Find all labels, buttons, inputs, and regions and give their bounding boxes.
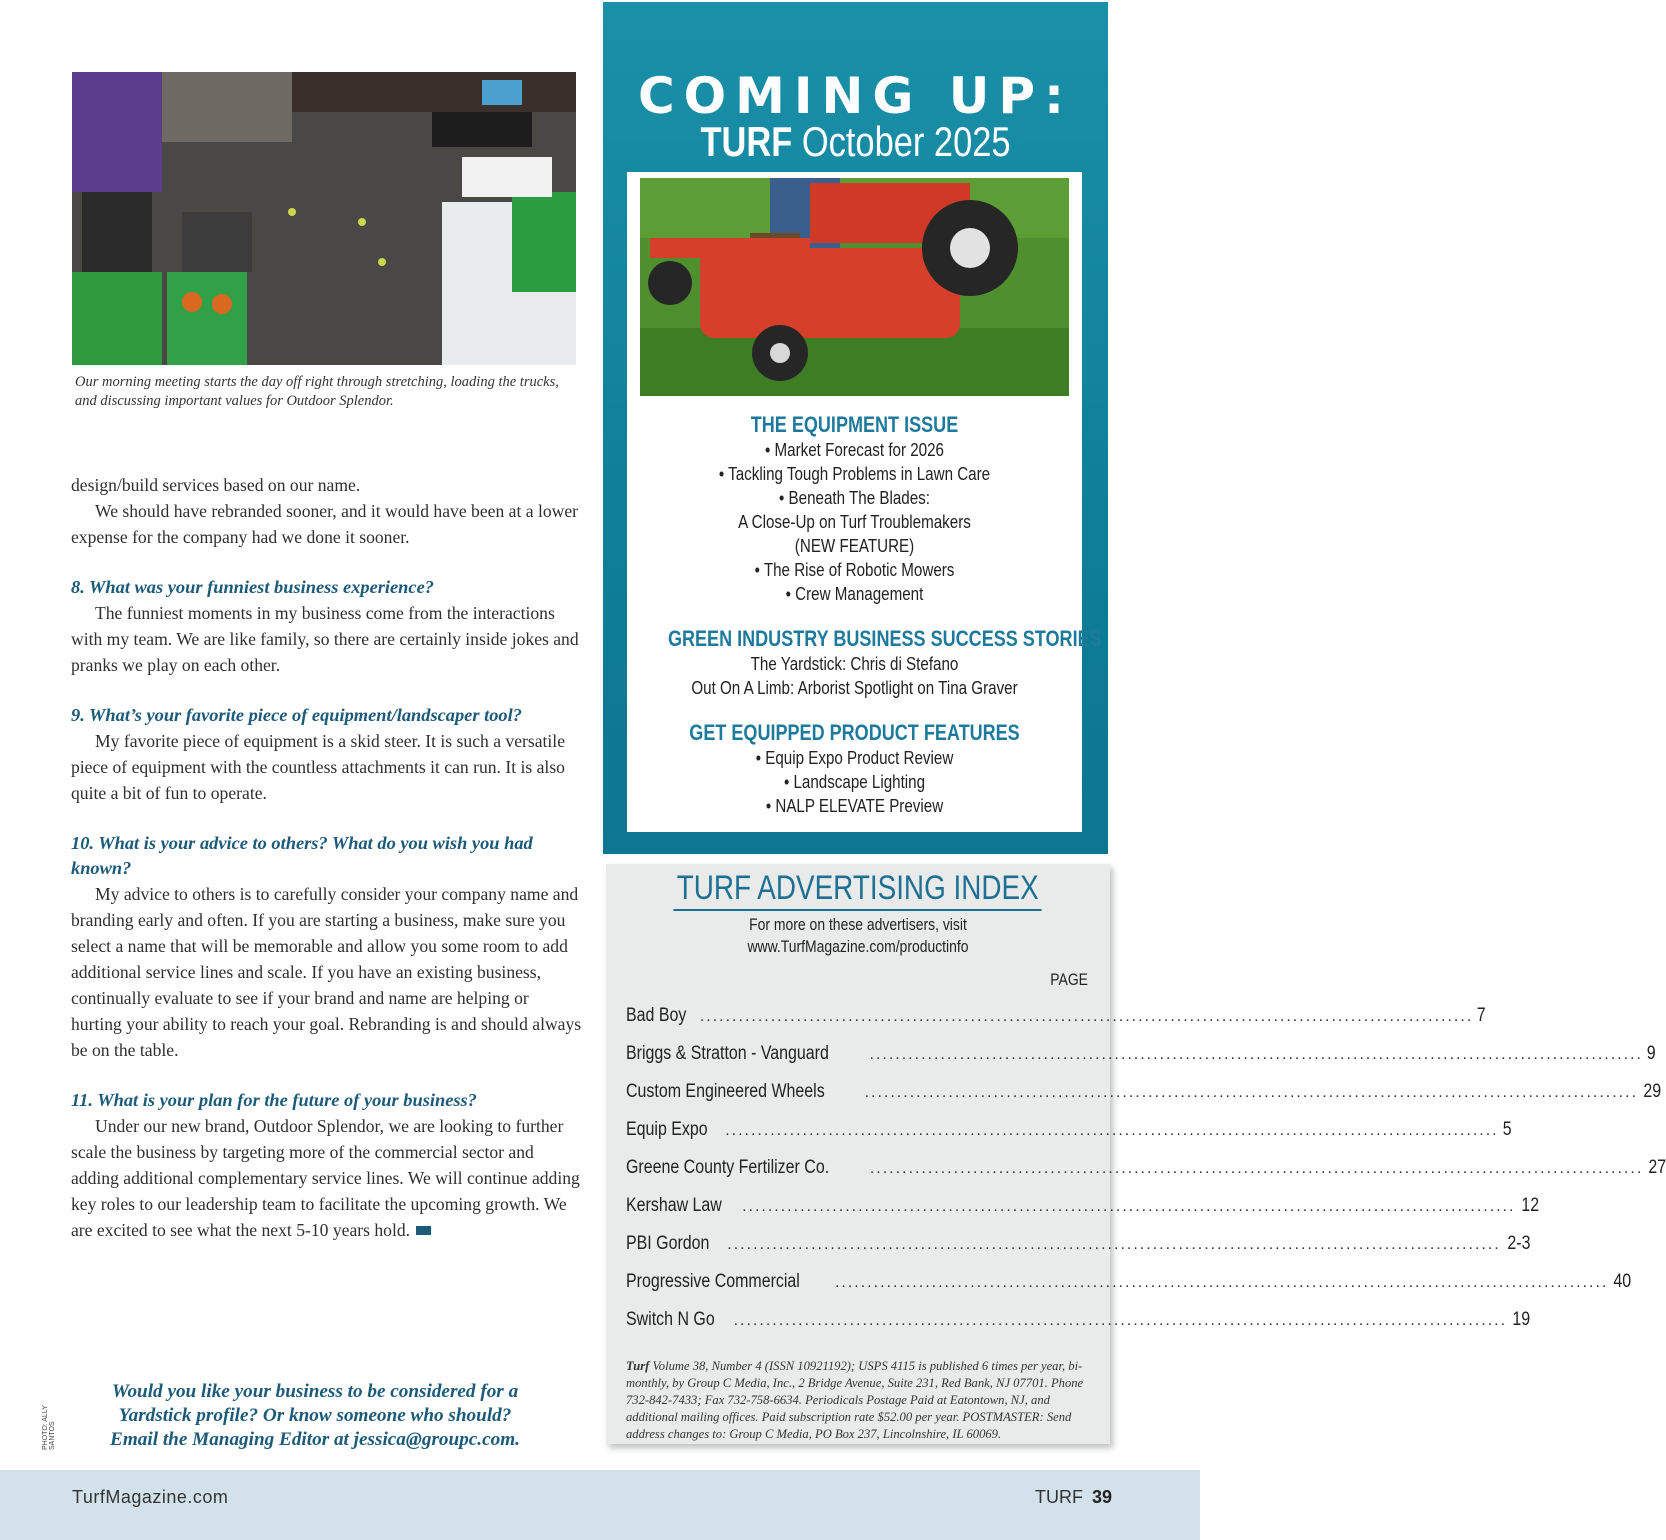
photo-caption: Our morning meeting starts the day off right through stretching, loading the trucks, and discussing important values for Outdoor Splendor.	[75, 374, 559, 409]
leader-dots: ........................................................................................................................	[699, 1008, 1474, 1025]
advertiser-page: 29	[1643, 1081, 1662, 1102]
publication-brand: Turf	[626, 1359, 650, 1373]
advertiser-page: 7	[1476, 1005, 1486, 1026]
section-line: • The Rise of Robotic Mowers	[754, 559, 955, 580]
page-column-header: PAGE	[1050, 970, 1088, 989]
leader-dots: ........................................................................................................................	[742, 1198, 1516, 1215]
photo-credit: PHOTO: ALLY SANTOS	[42, 1405, 56, 1450]
leader-dots: ........................................................................................................................	[869, 1160, 1644, 1177]
upcoming-sections	[627, 412, 1102, 818]
section-line: • Market Forecast for 2026	[764, 439, 944, 460]
answer-11-text: Under our new brand, Outdoor Splendor, we are looking to further scale the business by targeting more of the commercial sector and adding additional complementary service lines. We will continue adding key roles to our leadership team to facilitate the upcoming growth. We are excited to see what the next 5-10 years hold.	[71, 1116, 580, 1240]
footer-page-number: 39	[1092, 1487, 1113, 1507]
section-line: • Crew Management	[785, 583, 924, 604]
article-intro-p2: We should have rebranded sooner, and it would have been at a lower expense for the company had we done it sooner.	[71, 501, 579, 547]
cta-line-2: Yardstick profile? Or know someone who should?	[118, 1405, 512, 1426]
section-line: • Beneath The Blades:	[779, 487, 930, 508]
section-title: THE EQUIPMENT ISSUE	[750, 412, 959, 437]
section-title: GREEN INDUSTRY BUSINESS SUCCESS STORIES	[667, 626, 1102, 651]
section-equipment-issue	[627, 412, 1082, 606]
advertiser-name: Custom Engineered Wheels	[626, 1081, 825, 1102]
advertiser-name: Briggs & Stratton - Vanguard	[626, 1043, 829, 1064]
advertiser-name: Progressive Commercial	[626, 1271, 800, 1292]
page-footer	[0, 1470, 1200, 1540]
question-9: 9. What’s your favorite piece of equipment/landscaper tool?	[71, 705, 522, 725]
index-title	[606, 868, 1110, 911]
section-line: • Landscape Lighting	[783, 771, 926, 792]
article-intro: design/build services based on our name.	[71, 475, 361, 495]
index-note-line-1: For more on these advertisers, visit	[749, 915, 967, 934]
cta-line-3: Email the Managing Editor at jessica@groupc.com.	[110, 1429, 520, 1450]
advertiser-row	[626, 1119, 1512, 1157]
advertiser-page: 9	[1646, 1043, 1656, 1064]
advertiser-page: 2-3	[1507, 1233, 1531, 1254]
leader-dots: ........................................................................................................................	[869, 1046, 1643, 1063]
advertiser-name: Kershaw Law	[626, 1195, 722, 1216]
cta-line-1: Would you like your business to be considered for a	[111, 1381, 519, 1402]
advertiser-name: Equip Expo	[626, 1119, 708, 1140]
advertiser-row	[626, 1195, 1539, 1233]
advertiser-row	[626, 1157, 1666, 1195]
section-success-stories	[627, 626, 1102, 700]
section-line: The Yardstick: Chris di Stefano	[750, 653, 959, 674]
crew-yard-photo	[72, 72, 576, 365]
answer-11	[71, 1113, 583, 1243]
footer-magazine-name: TURF	[1035, 1487, 1083, 1507]
leader-dots: ........................................................................................................................	[834, 1274, 1609, 1291]
advertiser-page: 12	[1520, 1195, 1539, 1216]
coming-up-issue	[648, 118, 1062, 166]
advertiser-page: 40	[1613, 1271, 1632, 1292]
index-note-url: www.TurfMagazine.com/productinfo	[747, 937, 969, 956]
section-title: GET EQUIPPED PRODUCT FEATURES	[689, 720, 1020, 745]
section-line: • Equip Expo Product Review	[755, 747, 954, 768]
answer-10: My advice to others is to carefully consider your company name and branding early and often. If you are starting a business, make sure you select a name that will be memorable and allow you some room to add additional service lines and scale. If you have an existing business, continually evaluate to see if your brand and name are helping or hurting your ability to reach your goal. Rebranding is and should always be on the table.	[71, 884, 582, 1060]
leader-dots: ........................................................................................................................	[864, 1084, 1639, 1101]
advertiser-row	[626, 1081, 1662, 1119]
section-line: (NEW FEATURE)	[794, 535, 915, 556]
coming-up-box	[603, 2, 1108, 854]
advertising-index	[606, 864, 1666, 1444]
section-product-features	[627, 720, 1082, 818]
advertiser-page: 19	[1512, 1309, 1531, 1330]
article-body	[71, 472, 583, 1243]
advertiser-page: 27	[1648, 1157, 1666, 1178]
yardstick-call-to-action	[80, 1380, 550, 1452]
question-10: 10. What is your advice to others? What do you wish you had known?	[71, 833, 533, 878]
end-of-article-mark	[416, 1226, 431, 1235]
advertiser-row	[626, 1043, 1656, 1081]
advertiser-list	[626, 1005, 1666, 1347]
answer-9: My favorite piece of equipment is a skid steer. It is such a versatile piece of equipment with the countless attachments it can run. It is also quite a bit of fun to operate.	[71, 731, 566, 803]
leader-dots: ........................................................................................................................	[725, 1122, 1499, 1139]
publication-statement	[626, 1358, 1092, 1443]
advertiser-name: Switch N Go	[626, 1309, 715, 1330]
coming-up-panel	[627, 172, 1102, 832]
advertiser-name: Greene County Fertilizer Co.	[626, 1157, 830, 1178]
coming-up-title: COMING UP:	[637, 67, 1074, 125]
advertiser-row	[626, 1309, 1531, 1347]
advertiser-row	[626, 1233, 1531, 1271]
index-note	[606, 914, 1110, 958]
index-title-text: TURF ADVERTISING INDEX	[674, 868, 1043, 911]
section-line: • Tackling Tough Problems in Lawn Care	[718, 463, 991, 484]
advertiser-name: PBI Gordon	[626, 1233, 710, 1254]
advertiser-name: Bad Boy	[626, 1005, 687, 1026]
answer-8: The funniest moments in my business come from the interactions with my team. We are like family, so there are certainly inside jokes and pranks we play on each other.	[71, 603, 579, 675]
publication-info: Volume 38, Number 4 (ISSN 10921192); USPS 4115 is published 6 times per year, bi-monthly, by Group C Media, Inc., 2 Bridge Avenue, Suite 231, Red Bank, NJ 07701. Phone 732-842-7433; Fax 732-758-6634. Periodicals Postage Paid at Eatontown, NJ, and additional mailing offices. Paid subscription rate $52.00 per year. POSTMASTER: Send address changes to: Group C Media, PO Box 237, Lincolnshire, IL 60069.	[626, 1359, 1084, 1441]
section-line: A Close-Up on Turf Troublemakers	[738, 511, 971, 532]
mower-photo	[640, 178, 1069, 396]
section-line: Out On A Limb: Arborist Spotlight on Tina Graver	[691, 677, 1018, 698]
footer-website-link[interactable]: TurfMagazine.com	[72, 1487, 229, 1507]
question-11: 11. What is your plan for the future of your business?	[71, 1090, 477, 1110]
leader-dots: ........................................................................................................................	[727, 1236, 1501, 1253]
question-8: 8. What was your funniest business experience?	[71, 577, 434, 597]
issue-date: October 2025	[801, 118, 1011, 165]
advertiser-page: 5	[1502, 1119, 1512, 1140]
leader-dots: ........................................................................................................................	[733, 1312, 1508, 1329]
section-line: • NALP ELEVATE Preview	[765, 795, 944, 816]
issue-brand: TURF	[700, 118, 793, 165]
advertiser-row	[626, 1005, 1486, 1043]
advertiser-row	[626, 1271, 1632, 1309]
